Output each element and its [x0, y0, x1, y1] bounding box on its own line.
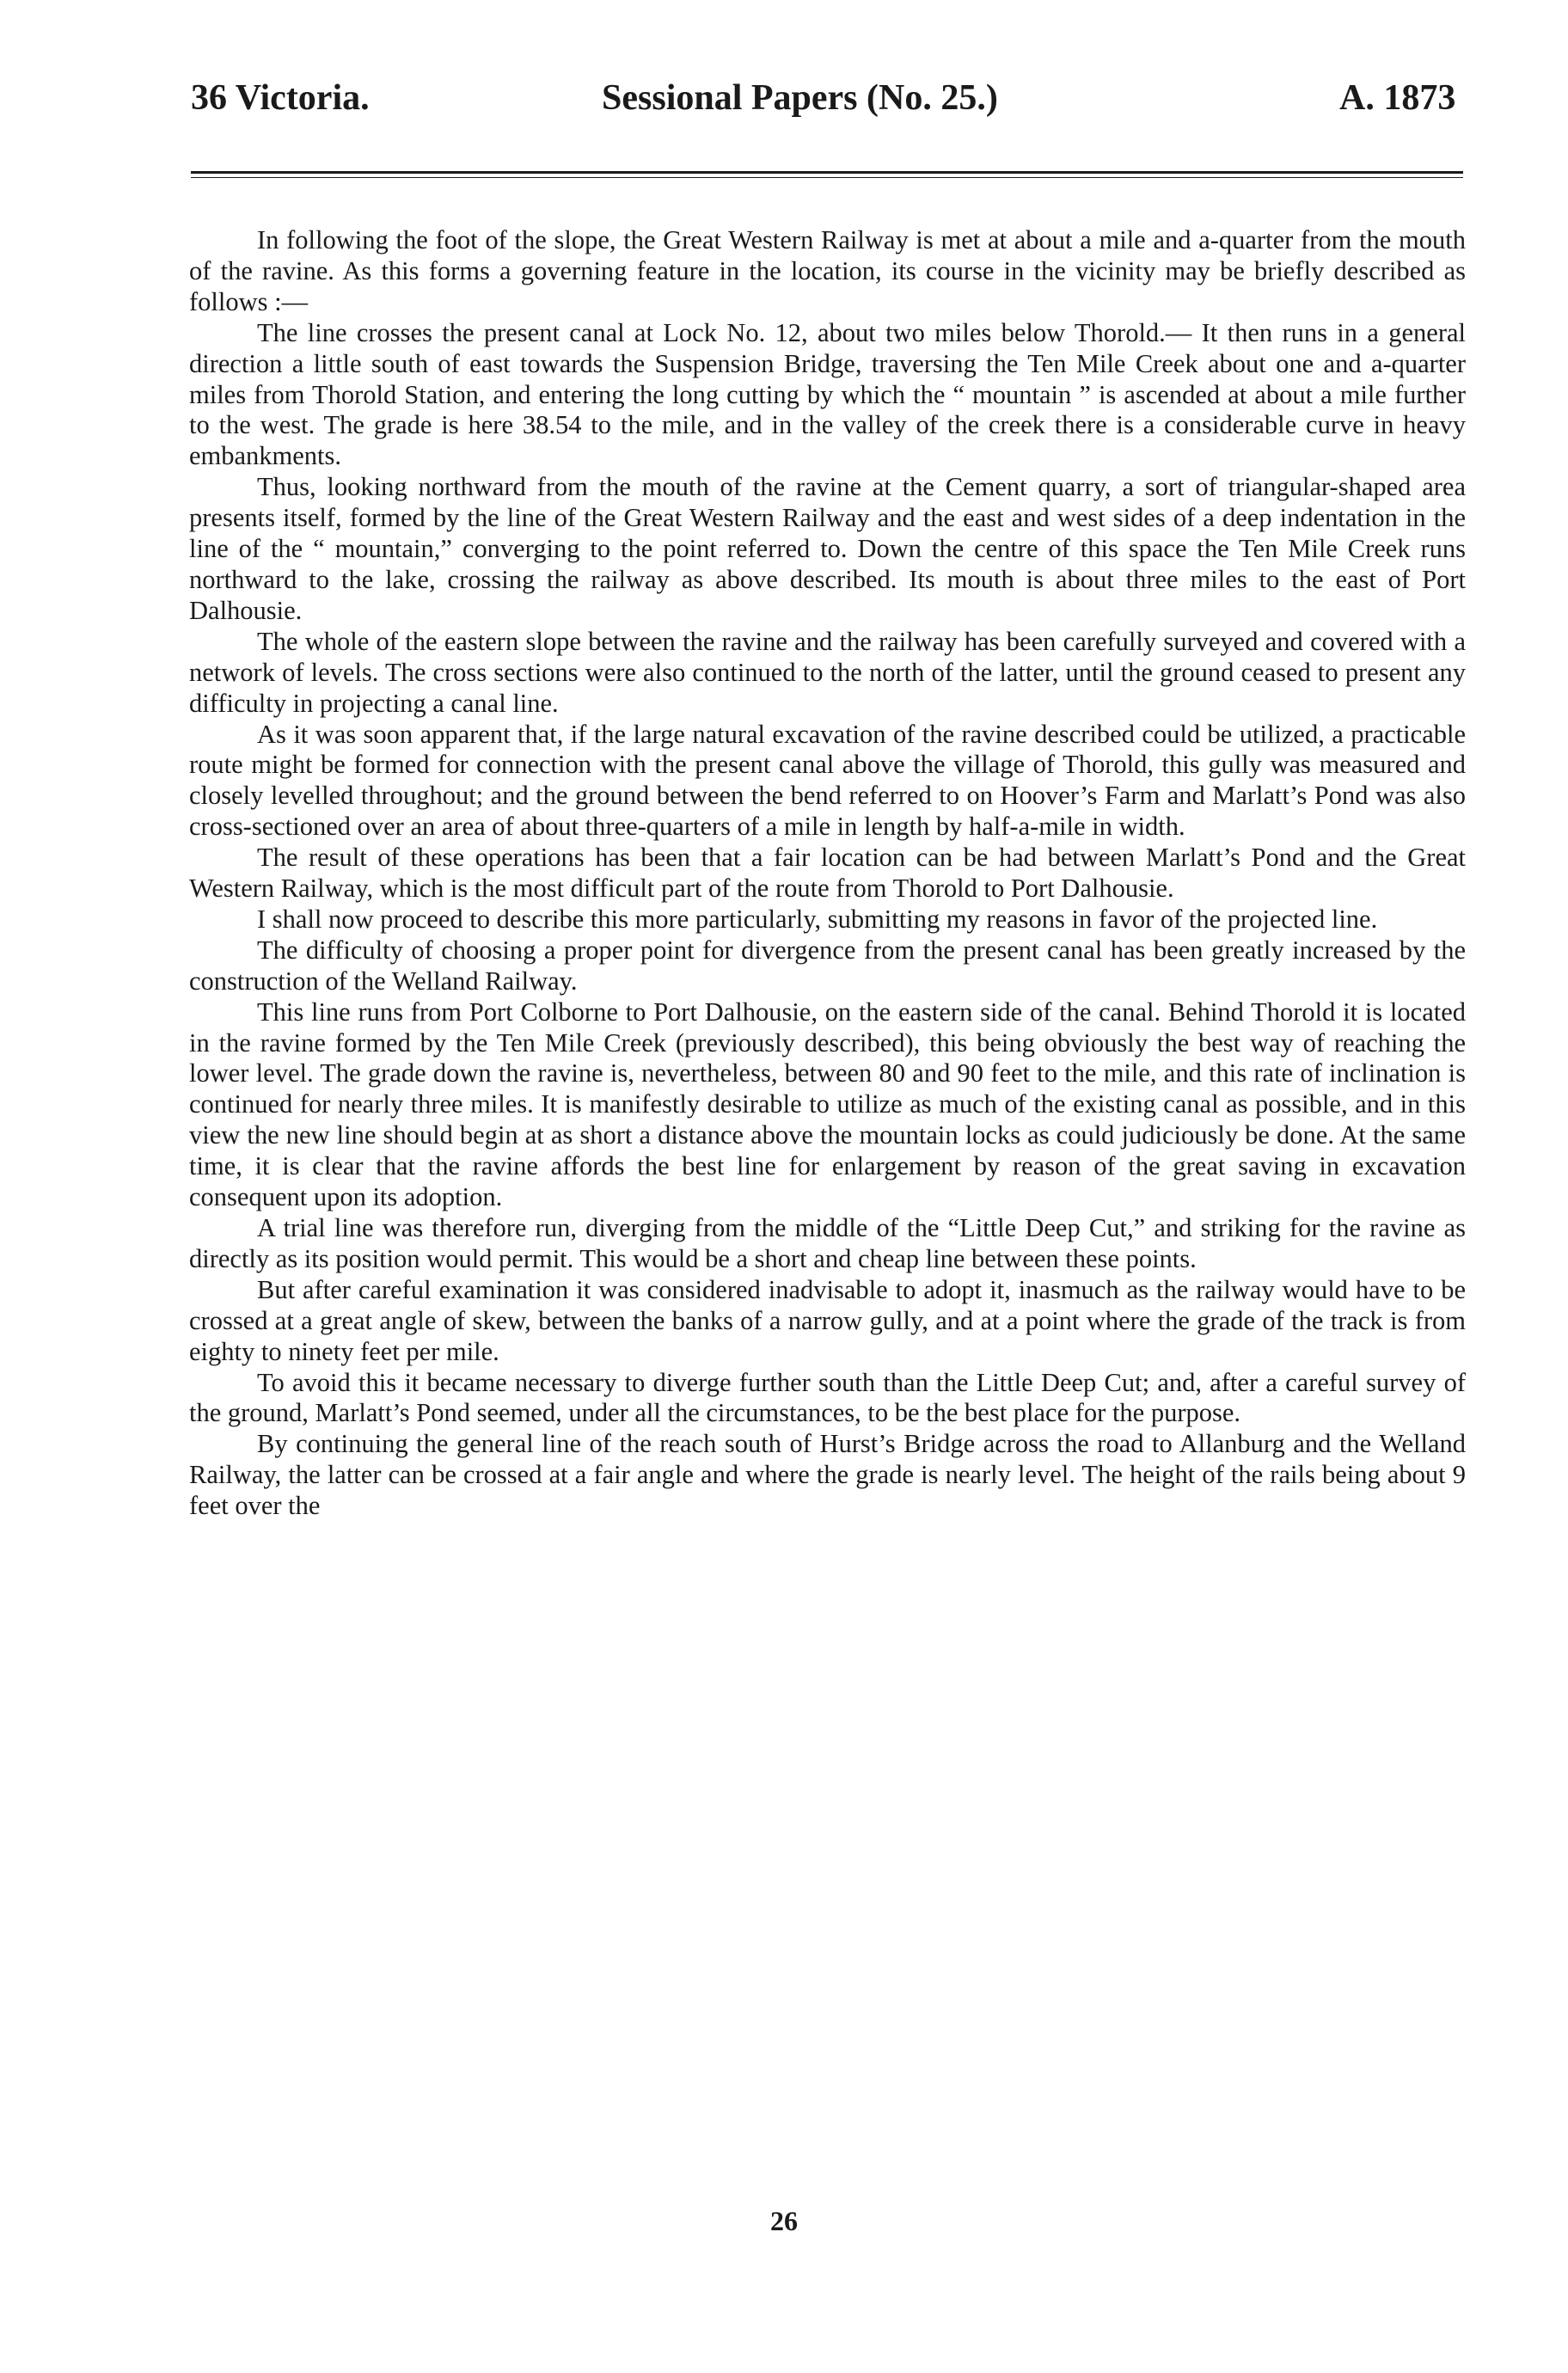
paragraph: To avoid this it became necessary to diverge further south than the Little Deep Cut; and, after a careful survey of the ground, Marlatt’s Pond seemed, under all the circumstances, to be the best place for the purpose.	[189, 1367, 1466, 1428]
page-number: 26	[770, 2205, 798, 2236]
body-text	[189, 225, 1466, 1522]
paragraph: But after careful examination it was considered inadvisable to adopt it, inasmuch as the railway would have to be crossed at a great angle of skew, between the banks of a narrow gully, and at a point where the grade of the track is from eighty to ninety feet per mile.	[189, 1274, 1466, 1366]
paragraph: I shall now proceed to describe this more particularly, submitting my reasons in favor of the projected line.	[257, 904, 1378, 934]
paragraph: The whole of the eastern slope between the ravine and the railway has been carefully surveyed and covered with a network of levels. The cross sections were also continued to the north of the latter, until the ground ceased to present any difficulty in projecting a canal line.	[189, 626, 1466, 718]
paragraph: The line crosses the present canal at Lock No. 12, about two miles below Thorold.— It then runs in a general direction a little south of east towards the Suspension Bridge, traversing the Ten Mile Creek about one and a-quarter miles from Thorold Station, and entering the long cutting by which the “ mountain ” is ascended at about a mile further to the west. The grade is here 38.54 to the mile, and in the valley of the creek there is a considerable curve in heavy embankments.	[189, 317, 1466, 471]
paragraph: As it was soon apparent that, if the large natural excavation of the ravine described could be utilized, a practicable route might be formed for connection with the present canal above the village of Thorold, this gully was measured and closely levelled throughout; and the ground between the bend referred to on Hoover’s Farm and Marlatt’s Pond was also cross-sectioned over an area of about three-quarters of a mile in length by half-a-mile in width.	[189, 719, 1466, 842]
header-volume: 36 Victoria.	[191, 78, 370, 118]
paragraph: A trial line was therefore run, diverging from the middle of the “Little Deep Cut,” and striking for the ravine as directly as its position would permit. This would be a short and cheap line between these points.	[189, 1213, 1466, 1273]
paragraph: The difficulty of choosing a proper point for divergence from the present canal has been greatly increased by the construction of the Welland Railway.	[189, 935, 1466, 996]
paragraph: Thus, looking northward from the mouth of the ravine at the Cement quarry, a sort of triangular-shaped area presents itself, formed by the line of the Great Western Railway and the east and west sides of a deep indentation in the line of the “ mountain,” converging to the point referred to. Down the centre of this space the Ten Mile Creek runs northward to the lake, crossing the railway as above described. Its mouth is about three miles to the east of Port Dalhousie.	[189, 472, 1466, 625]
paragraph: In following the foot of the slope, the Great Western Railway is met at about a mile and a-quarter from the mouth of the ravine. As this forms a governing feature in the location, its course in the vicinity may be briefly described as follows :—	[189, 225, 1466, 316]
header-rule-thick	[191, 171, 1463, 174]
header-title: Sessional Papers (No. 25.)	[602, 78, 998, 118]
paragraph: This line runs from Port Colborne to Port Dalhousie, on the eastern side of the canal. Behind Thorold it is located in the ravine formed by the Ten Mile Creek (previously described), this being obviously the best way of reaching the lower level. The grade down the ravine is, nevertheless, between 80 and 90 feet to the mile, and this rate of inclination is continued for nearly three miles. It is manifestly desirable to utilize as much of the existing canal as possible, and in this view the new line should begin at as short a distance above the mountain locks as could judiciously be done. At the same time, it is clear that the ravine affords the best line for enlargement by reason of the great saving in excavation consequent upon its adoption.	[189, 996, 1466, 1212]
running-header	[0, 77, 1568, 138]
header-rule-thin	[191, 177, 1463, 178]
paragraph: The result of these operations has been that a fair location can be had between Marlatt’s Pond and the Great Western Railway, which is the most difficult part of the route from Thorold to Port Dalhousie.	[189, 843, 1466, 904]
paragraph: By continuing the general line of the reach south of Hurst’s Bridge across the road to Allanburg and the Welland Railway, the latter can be crossed at a fair angle and where the grade is nearly level. The height of the rails being about 9 feet over the	[189, 1429, 1466, 1521]
header-year: A. 1873	[1339, 78, 1456, 118]
